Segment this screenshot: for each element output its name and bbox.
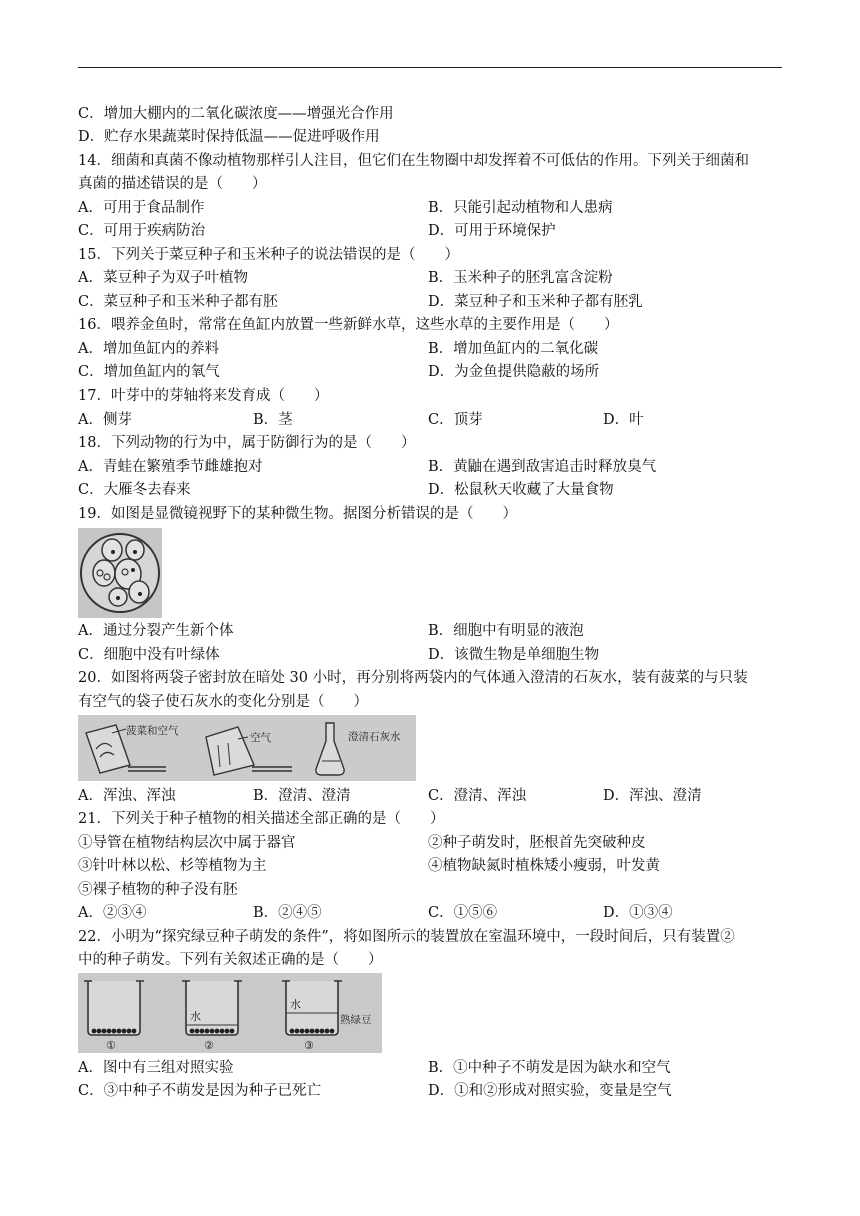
q14-option-d: D．可用于环境保护	[428, 223, 556, 239]
header-rule	[78, 67, 782, 68]
q20-option-c: C．澄清、浑浊	[428, 788, 527, 804]
q22-label-water-2: 水	[190, 1010, 201, 1023]
q20-label-spinach-air: 菠菜和空气	[126, 725, 179, 737]
q13-option-d: D．贮存水果蔬菜时保持低温——促进呼吸作用	[78, 129, 380, 145]
q21-statement-5: ⑤裸子植物的种子没有胚	[78, 882, 238, 898]
q20-stem-line1: 20．如图将两袋子密封放在暗处 30 小时，再分别将两袋内的气体通入澄清的石灰水，装有菠菜的与只装	[78, 670, 748, 686]
q15-option-b: B．玉米种子的胚乳富含淀粉	[428, 270, 613, 286]
q18-option-b: B．黄鼬在遇到敌害追击时释放臭气	[428, 459, 657, 475]
q16-option-a: A．增加鱼缸内的养料	[78, 341, 219, 357]
q22-label-beaker-2: ②	[204, 1039, 214, 1052]
q18-option-a: A．青蛙在繁殖季节雌雄抱对	[78, 459, 263, 475]
q20-option-b: B．澄清、澄清	[253, 788, 351, 804]
q20-bag-figure	[78, 715, 416, 781]
q15-stem: 15．下列关于菜豆种子和玉米种子的说法错误的是（ ）	[78, 247, 459, 263]
q21-stem: 21．下列关于种子植物的相关描述全部正确的是（ ）	[78, 811, 445, 827]
q14-option-c: C．可用于疾病防治	[78, 223, 206, 239]
q14-option-b: B．只能引起动植物和人患病	[428, 200, 613, 216]
q14-stem-line2: 真菌的描述错误的是（ ）	[78, 176, 267, 192]
q20-stem-line2: 有空气的袋子使石灰水的变化分别是（ ）	[78, 694, 368, 710]
q22-label-beaker-3: ③	[304, 1039, 314, 1052]
q20-option-d: D．浑浊、澄清	[603, 788, 702, 804]
q21-statement-2: ②种子萌发时，胚根首先突破种皮	[428, 835, 646, 851]
q19-option-a: A．通过分裂产生新个体	[78, 623, 234, 639]
q22-beaker-figure	[78, 973, 382, 1053]
q21-option-a: A．②③④	[78, 905, 147, 921]
q22-option-a: A．图中有三组对照实验	[78, 1060, 234, 1076]
q22-stem-line2: 中的种子萌发。下列有关叙述正确的是（ ）	[78, 952, 383, 968]
q15-option-d: D．菜豆种子和玉米种子都有胚乳	[428, 294, 643, 310]
q19-option-b: B．细胞中有明显的液泡	[428, 623, 584, 639]
q21-statement-3: ③针叶林以松、杉等植物为主	[78, 858, 267, 874]
q21-option-c: C．①⑤⑥	[428, 905, 498, 921]
q16-option-b: B．增加鱼缸内的二氧化碳	[428, 341, 599, 357]
q22-label-cooked-beans: 熟绿豆	[340, 1014, 372, 1026]
q17-option-c: C．顶芽	[428, 412, 483, 428]
q18-option-c: C．大雁冬去春来	[78, 482, 191, 498]
q15-option-c: C．菜豆种子和玉米种子都有胚	[78, 294, 278, 310]
q20-option-a: A．浑浊、浑浊	[78, 788, 176, 804]
q19-stem: 19．如图是显微镜视野下的某种微生物。据图分析错误的是（ ）	[78, 506, 517, 522]
q14-stem-line1: 14．细菌和真菌不像动植物那样引人注目，但它们在生物圈中却发挥着不可低估的作用。下列关于细菌和	[78, 153, 749, 169]
q19-microscope-figure	[78, 528, 162, 618]
q21-statement-4: ④植物缺氮时植株矮小瘦弱，叶发黄	[428, 858, 660, 874]
q13-option-c: C．增加大棚内的二氧化碳浓度——增强光合作用	[78, 106, 394, 122]
q18-option-d: D．松鼠秋天收藏了大量食物	[428, 482, 614, 498]
q16-option-d: D．为金鱼提供隐蔽的场所	[428, 364, 600, 380]
q21-statement-1: ①导管在植物结构层次中属于器官	[78, 835, 296, 851]
q20-label-limewater: 澄清石灰水	[348, 731, 401, 743]
q15-option-a: A．菜豆种子为双子叶植物	[78, 270, 248, 286]
q16-option-c: C．增加鱼缸内的氧气	[78, 364, 220, 380]
q22-label-water-3: 水	[290, 998, 301, 1011]
q22-stem-line1: 22．小明为“探究绿豆种子萌发的条件”，将如图所示的装置放在室温环境中，一段时间后，只有装置②	[78, 929, 735, 945]
q22-label-beaker-1: ①	[106, 1039, 116, 1052]
q17-option-b: B．茎	[253, 412, 293, 428]
q18-stem: 18．下列动物的行为中，属于防御行为的是（ ）	[78, 435, 416, 451]
q16-stem: 16．喂养金鱼时，常常在鱼缸内放置一些新鲜水草，这些水草的主要作用是（ ）	[78, 317, 619, 333]
q22-option-b: B．①中种子不萌发是因为缺水和空气	[428, 1060, 671, 1076]
q17-stem: 17．叶芽中的芽轴将来发育成（ ）	[78, 388, 329, 404]
q14-option-a: A．可用于食品制作	[78, 200, 205, 216]
q17-option-a: A．侧芽	[78, 412, 132, 428]
q20-label-air: 空气	[250, 732, 271, 744]
q19-option-c: C．细胞中没有叶绿体	[78, 647, 220, 663]
q17-option-d: D．叶	[603, 412, 644, 428]
q22-option-c: C．③中种子不萌发是因为种子已死亡	[78, 1083, 322, 1099]
q21-option-d: D．①③④	[603, 905, 673, 921]
q22-option-d: D．①和②形成对照实验，变量是空气	[428, 1083, 672, 1099]
q21-option-b: B．②④⑤	[253, 905, 322, 921]
q19-option-d: D．该微生物是单细胞生物	[428, 647, 600, 663]
